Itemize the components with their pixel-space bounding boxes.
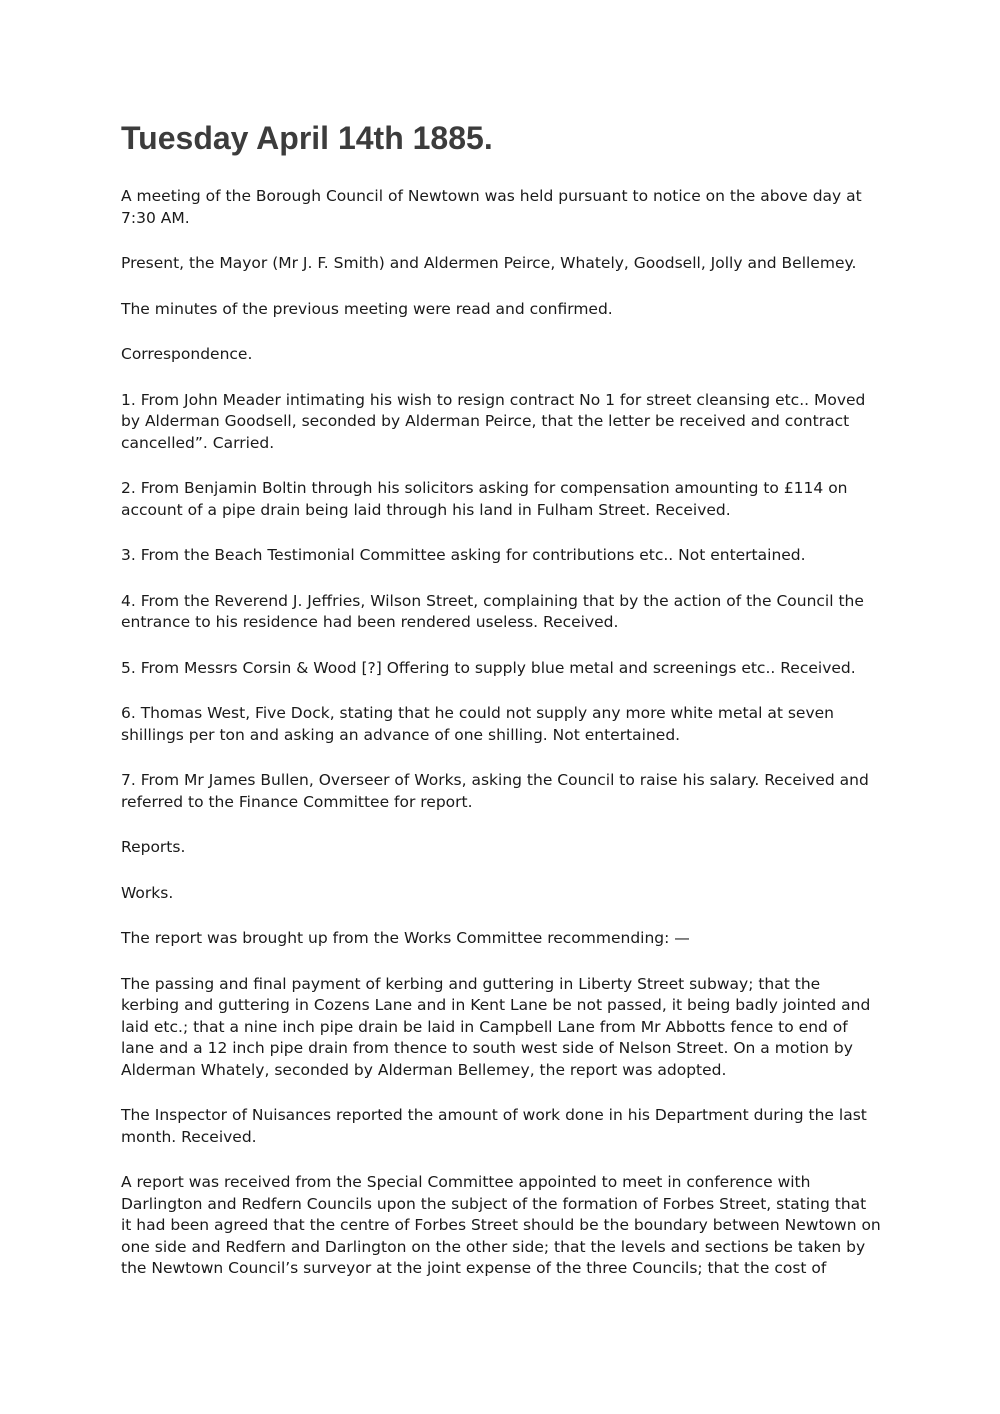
minutes-paragraph: The minutes of the previous meeting were read and confirmed. — [121, 299, 613, 318]
meeting-intro-paragraph: A meeting of the Borough Council of Newtown was held pursuant to notice on the above day at 7:30 AM. — [121, 187, 862, 227]
correspondence-item-1: 1. From John Meader intimating his wish to resign contract No 1 for street cleansing etc.. Moved by Alderman Goodsell, seconded by Alderman Peirce, that the letter be received and contract cancelled”. Carried. — [121, 390, 866, 452]
special-committee-report-paragraph: A report was received from the Special Committee appointed to meet in conference with Darlington and Redfern Councils upon the subject of the formation of Forbes Street, stating that it had been agreed that the centre of Forbes Street should be the boundary between Newtown on one side and Redfern and Darlington on the other side; that the levels and sections be taken by the Newtown Council’s surveyor at the joint expense of the three Councils; that the cost of — [121, 1173, 881, 1277]
correspondence-item-3: 3. From the Beach Testimonial Committee asking for contributions etc.. Not entertained. — [121, 546, 806, 564]
section-heading-reports: Reports. — [121, 838, 186, 856]
page-title: Tuesday April 14th 1885. — [121, 120, 493, 156]
correspondence-item-6: 6. Thomas West, Five Dock, stating that he could not supply any more white metal at seven shillings per ton and asking an advance of one shilling. Not entertained. — [121, 704, 834, 744]
correspondence-item-7: 7. From Mr James Bullen, Overseer of Works, asking the Council to raise his salary. Received and referred to the Finance Committee for report. — [121, 771, 869, 811]
document-page — [121, 118, 881, 1304]
section-heading-works: Works. — [121, 883, 174, 902]
attendance-paragraph: Present, the Mayor (Mr J. F. Smith) and Aldermen Peirce, Whately, Goodsell, Jolly and Bellemey. — [121, 254, 857, 272]
works-report-recommendations: The passing and final payment of kerbing and guttering in Liberty Street subway; that the kerbing and guttering in Cozens Lane and in Kent Lane be not passed, it being badly jointed and laid etc.; that a nine inch pipe drain be laid in Campbell Lane from Mr Abbotts fence to end of lane and a 12 inch pipe drain from thence to south west side of Nelson Street. On a motion by Alderman Whately, seconded by Alderman Bellemey, the report was adopted. — [121, 974, 871, 1079]
correspondence-item-2: 2. From Benjamin Boltin through his solicitors asking for compensation amounting to £114 on account of a pipe drain being laid through his land in Fulham Street. Received. — [121, 479, 848, 519]
inspector-report-paragraph: The Inspector of Nuisances reported the amount of work done in his Department during the last month. Received. — [121, 1106, 867, 1146]
correspondence-item-4: 4. From the Reverend J. Jeffries, Wilson Street, complaining that by the action of the Council the entrance to his residence had been rendered useless. Received. — [121, 591, 864, 631]
works-report-intro: The report was brought up from the Works Committee recommending: — — [121, 929, 690, 947]
correspondence-item-5: 5. From Messrs Corsin & Wood [?] Offering to supply blue metal and screenings etc.. Received. — [121, 658, 856, 677]
section-heading-correspondence: Correspondence. — [121, 345, 253, 363]
